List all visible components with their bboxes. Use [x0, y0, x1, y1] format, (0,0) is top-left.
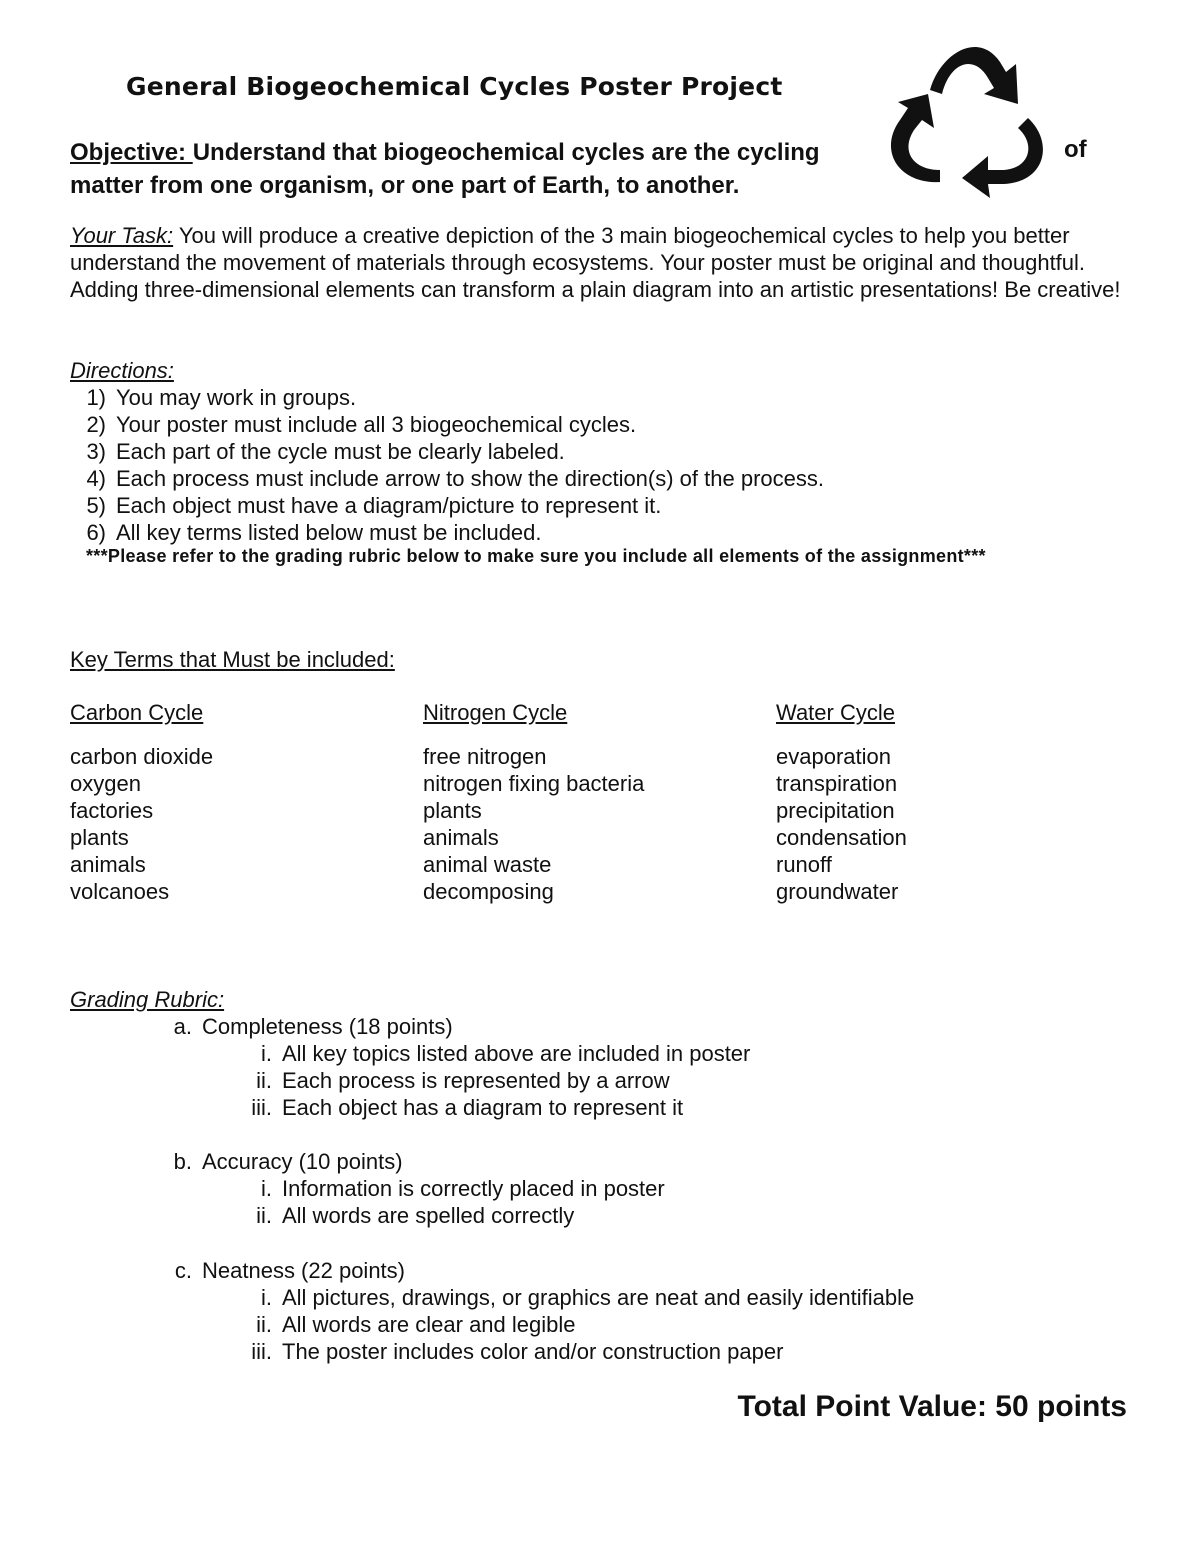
- carbon-cycle-column: [70, 699, 213, 905]
- page-title: General Biogeochemical Cycles Poster Project: [126, 72, 783, 101]
- objective: [70, 136, 820, 202]
- list-item: decomposing: [423, 879, 554, 904]
- list-item: volcanoes: [70, 879, 170, 904]
- list-item: free nitrogen: [423, 744, 547, 769]
- nitrogen-cycle-heading: Nitrogen Cycle: [423, 700, 568, 725]
- list-item: plants: [423, 798, 482, 823]
- direction-item: 5) Each object must have a diagram/picture to represent it.: [86, 493, 662, 518]
- list-item: nitrogen fixing bacteria: [423, 771, 645, 796]
- list-item: animals: [423, 825, 499, 850]
- rubric-section-completeness: [162, 1013, 750, 1121]
- key-terms-label: Key Terms that Must be included:: [70, 647, 395, 672]
- direction-item: 6) All key terms listed below must be included.: [86, 520, 542, 545]
- rubric-section-title: a. Completeness (18 points): [173, 1014, 453, 1039]
- rubric-item: iii. The poster includes color and/or construction paper: [251, 1339, 784, 1364]
- direction-item: 4) Each process must include arrow to show the direction(s) of the process.: [86, 466, 824, 491]
- rubric-item: ii. All words are clear and legible: [256, 1312, 576, 1337]
- list-item: evaporation: [776, 744, 891, 769]
- objective-label: Objective:: [70, 139, 193, 166]
- rubric-item: i. All pictures, drawings, or graphics are neat and easily identifiable: [261, 1285, 915, 1310]
- task-paragraph: [70, 222, 1140, 303]
- list-item: precipitation: [776, 798, 895, 823]
- total-point-value: Total Point Value: 50 points: [737, 1390, 1127, 1423]
- list-item: transpiration: [776, 771, 898, 796]
- rubric-item: ii. All words are spelled correctly: [256, 1203, 575, 1228]
- rubric-item: iii. Each object has a diagram to represent it: [251, 1095, 684, 1120]
- objective-text-line2: matter from one organism, or one part of Earth, to another.: [70, 172, 740, 199]
- list-item: plants: [70, 825, 129, 850]
- list-item: condensation: [776, 825, 907, 850]
- rubric-section-accuracy: [162, 1148, 665, 1229]
- carbon-cycle-heading: Carbon Cycle: [70, 700, 204, 725]
- list-item: runoff: [776, 852, 832, 877]
- rubric-item: i. All key topics listed above are included in poster: [261, 1041, 751, 1066]
- rubric-section-neatness: [162, 1257, 914, 1365]
- direction-item: 1) You may work in groups.: [86, 385, 357, 410]
- list-item: oxygen: [70, 771, 141, 796]
- rubric-section-title: c. Neatness (22 points): [174, 1258, 405, 1283]
- rubric-note: ***Please refer to the grading rubric below to make sure you include all elements of the assignment***: [86, 546, 986, 566]
- water-cycle-heading: Water Cycle: [776, 700, 895, 725]
- list-item: carbon dioxide: [70, 744, 214, 769]
- directions-label: Directions:: [70, 358, 174, 383]
- nitrogen-cycle-column: [423, 699, 644, 905]
- direction-item: 3) Each part of the cycle must be clearly labeled.: [86, 439, 565, 464]
- recycle-arrows-icon: [878, 32, 1056, 200]
- rubric-item: ii. Each process is represented by a arrow: [256, 1068, 670, 1093]
- rubric-section-title: b. Accuracy (10 points): [173, 1149, 403, 1174]
- list-item: animal waste: [423, 852, 552, 877]
- task-label: Your Task:: [70, 223, 174, 248]
- direction-item: 2) Your poster must include all 3 biogeochemical cycles.: [86, 412, 637, 437]
- objective-text-of: of: [1064, 136, 1087, 163]
- rubric-label: Grading Rubric:: [70, 987, 225, 1012]
- water-cycle-column: [776, 699, 907, 905]
- list-item: animals: [70, 852, 146, 877]
- objective-text-line1: Understand that biogeochemical cycles are the cycling: [192, 139, 820, 166]
- directions-list: [70, 384, 824, 546]
- list-item: groundwater: [776, 879, 899, 904]
- task-text: You will produce a creative depiction of the 3 main biogeochemical cycles to help you better understand the movement of materials through ecosystems. Your poster must be original and thoughtful. Adding three-dimensional elements can transform a plain diagram into an artistic presentations! Be creative!: [70, 223, 1121, 302]
- rubric-item: i. Information is correctly placed in poster: [261, 1176, 665, 1201]
- list-item: factories: [70, 798, 154, 823]
